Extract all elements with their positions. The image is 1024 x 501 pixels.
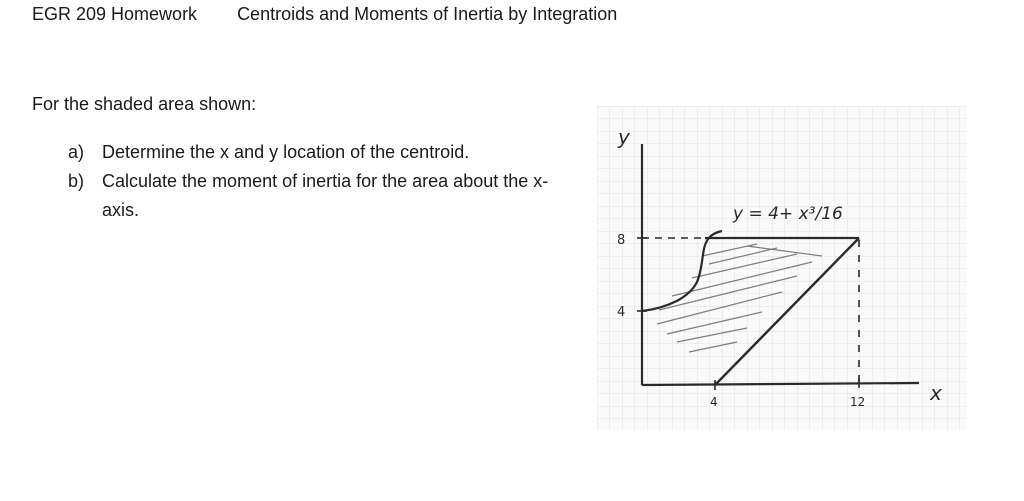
- x4-label: 4: [710, 395, 718, 409]
- task-b-text: Calculate the moment of inertia for the area about the x-axis.: [102, 171, 549, 220]
- graph-grid: [597, 106, 967, 430]
- task-a: [68, 138, 568, 167]
- curve-equation: y = 4+ x³/16: [733, 204, 843, 224]
- task-b: [68, 167, 568, 225]
- y8-label: 8: [617, 233, 626, 248]
- y-axis-label: y: [618, 125, 630, 149]
- course-label: EGR 209 Homework: [32, 4, 198, 24]
- x-axis-label: x: [930, 381, 942, 405]
- figure-svg: [597, 106, 967, 430]
- task-a-text: Determine the x and y location of the centroid.: [102, 142, 470, 162]
- shaded-area-figure: [597, 106, 967, 430]
- x12-label: 12: [850, 395, 866, 409]
- problem-intro: For the shaded area shown:: [32, 94, 257, 114]
- assignment-title: Centroids and Moments of Inertia by Integration: [237, 4, 618, 24]
- homework-header: [32, 4, 617, 25]
- task-b-letter: b): [68, 171, 85, 191]
- y4-label: 4: [617, 305, 626, 320]
- task-a-letter: a): [68, 142, 85, 162]
- task-list: [68, 138, 568, 225]
